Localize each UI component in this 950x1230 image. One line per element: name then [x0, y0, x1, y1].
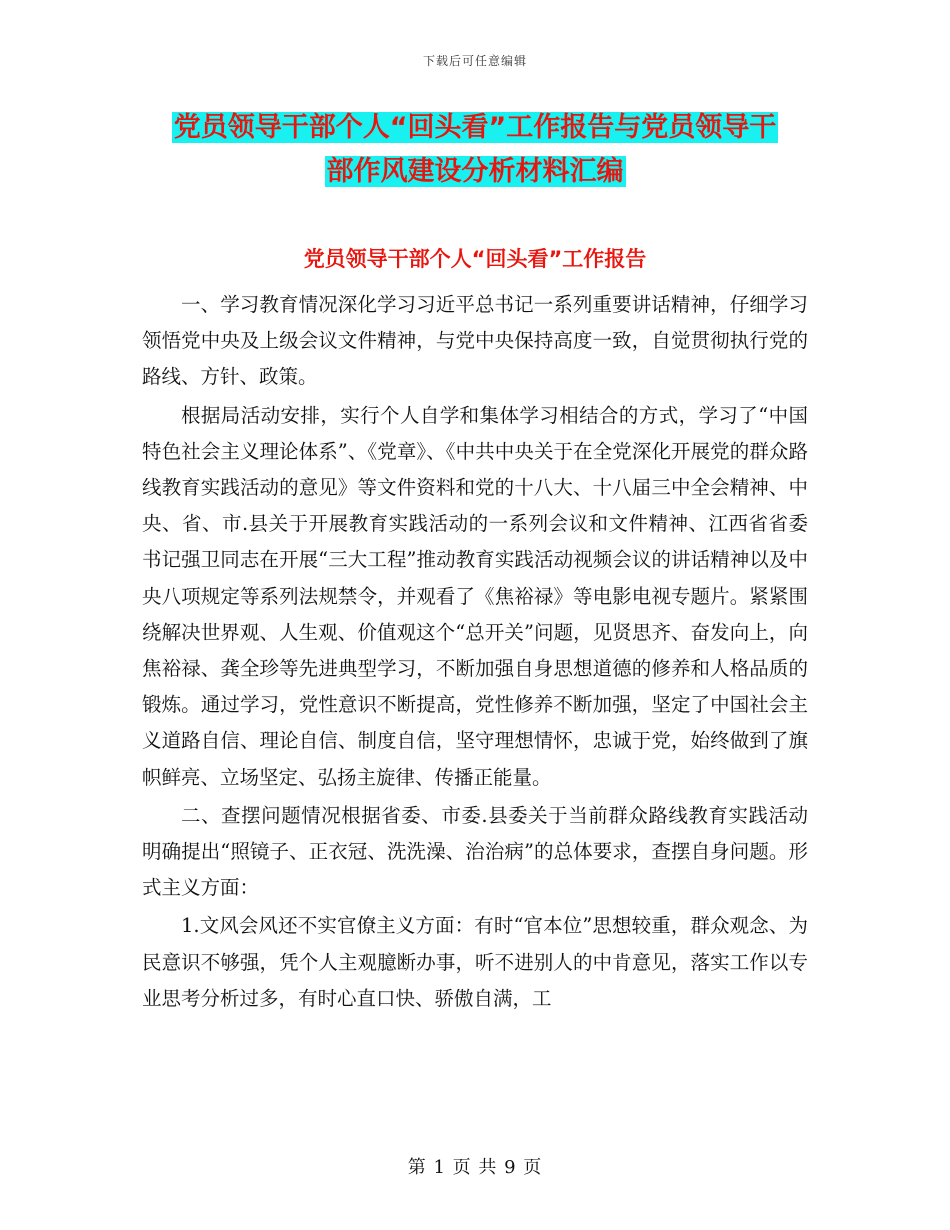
- page-number: 第 1 页 共 9 页: [407, 1157, 543, 1178]
- title-highlight-1: 党员领导干部个人“回头看”工作报告与党员领导干: [173, 112, 777, 143]
- body-text: [142, 287, 808, 1017]
- title-highlight-2: 部作风建设分析材料汇编: [326, 156, 624, 187]
- document-title-line-1: [0, 106, 950, 150]
- document-title: [0, 106, 950, 194]
- section-title: 党员领导干部个人“回头看”工作报告: [303, 247, 647, 271]
- document-title-line-2: [0, 150, 950, 194]
- paragraph-4: 1.文风会风还不实官僚主义方面：有时“官本位”思想较重，群众观念、为民意识不够强，凭个人主观臆断办事，听不进别人的中肯意见，落实工作以专业思考分析过多，有时心直口快、骄傲自满，工: [142, 914, 808, 1010]
- download-note: 下载后可任意编辑: [422, 54, 527, 68]
- paragraph-2: 根据局活动安排，实行个人自学和集体学习相结合的方式，学习了“中国特色社会主义理论体系”、《党章》、《中共中央关于在全党深化开展党的群众路线教育实践活动的意见》等文件资料和党的十八大、十八届三中全会精神、中央、省、市.县关于开展教育实践活动的一系列会议和文件精神、江西省省委书记强卫同志在开展“三大工程”推动教育实践活动视频会议的讲话精神以及中央八项规定等系列法规禁令，并观看了《焦裕禄》等电影电视专题片。紧紧围绕解决世界观、人生观、价值观这个“总开关”问题，见贤思齐、奋发向上，向焦裕禄、龚全珍等先进典型学习，不断加强自身思想道德的修养和人格品质的锻炼。通过学习，党性意识不断提高，党性修养不断加强，坚定了中国社会主义道路自信、理论自信、制度自信，坚守理想情怀，忠诚于党，始终做到了旗帜鲜亮、立场坚定、弘扬主旋律、传播正能量。: [142, 403, 808, 789]
- paragraph-3: 二、查摆问题情况根据省委、市委.县委关于当前群众路线教育实践活动明确提出“照镜子、正衣冠、洗洗澡、治治病”的总体要求，查摆自身问题。形式主义方面：: [142, 803, 808, 900]
- paragraph-1: 一、学习教育情况深化学习习近平总书记一系列重要讲话精神，仔细学习领悟党中央及上级会议文件精神，与党中央保持高度一致，自觉贯彻执行党的路线、方针、政策。: [142, 293, 808, 389]
